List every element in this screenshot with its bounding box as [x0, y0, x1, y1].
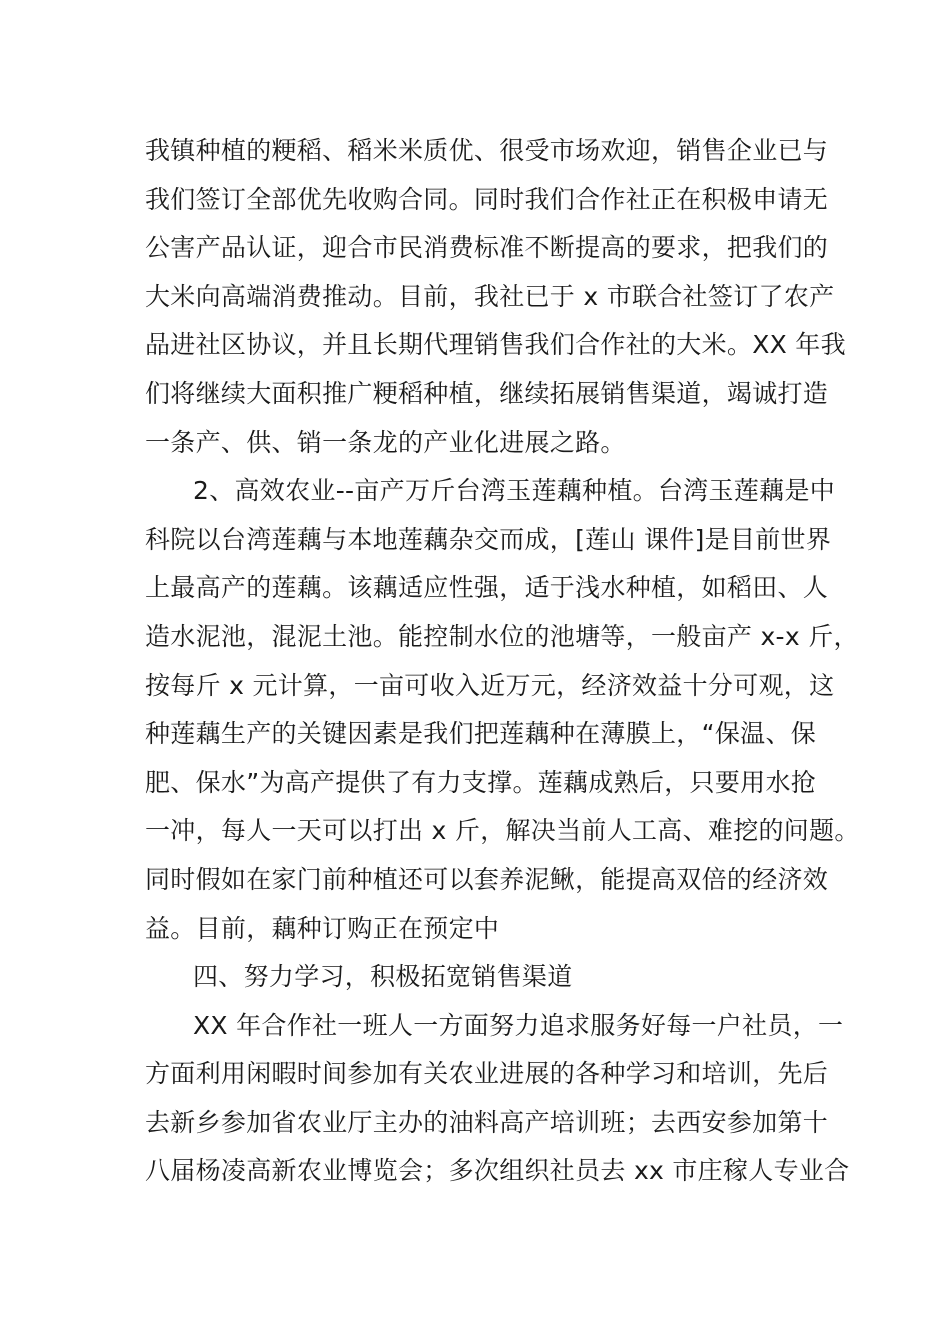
text-line: 同时假如在家门前种植还可以套养泥鳅，能提高双倍的经济效 — [145, 864, 829, 894]
text-line: 一条产、供、销一条龙的产业化进展之路。 — [145, 427, 626, 457]
text-line: 我镇种植的粳稻、稻米米质优、很受市场欢迎，销售企业已与 — [145, 136, 829, 165]
text-line: 方面利用闲暇时间参加有关农业进展的各种学习和培训，先后 — [145, 1059, 829, 1089]
text-line: 肥、保水”为高产提供了有力支撑。莲藕成熟后，只要用水抢 — [145, 767, 817, 797]
paragraph-start-line: 2、高效农业--亩产万斤台湾玉莲藕种植。台湾玉莲藕是中 — [193, 476, 836, 506]
text-line: 按每斤 x 元计算，一亩可收入近万元，经济效益十分可观，这 — [145, 670, 835, 700]
text-line: 们将继续大面积推广粳稻种植，继续拓展销售渠道，竭诚打造 — [145, 378, 829, 408]
text-line: 品进社区协议，并且长期代理销售我们合作社的大米。XX 年我 — [145, 330, 846, 360]
text-line: 去新乡参加省农业厅主办的油料高产培训班；去西安参加第十 — [145, 1107, 829, 1137]
text-line: 我们签订全部优先收购合同。同时我们合作社正在积极申请无 — [145, 184, 829, 214]
text-line: 种莲藕生产的关键因素是我们把莲藕种在薄膜上，“保温、保 — [145, 719, 817, 749]
text-line: 大米向高端消费推动。目前，我社已于 x 市联合社签订了农产 — [145, 281, 835, 311]
text-line: 八届杨凌高新农业博览会；多次组织社员去 xx 市庄稼人专业合 — [145, 1156, 850, 1186]
text-line: 科院以台湾莲藕与本地莲藕杂交而成，[莲山 课件]是目前世界 — [145, 524, 832, 554]
text-line: 益。目前，藕种订购正在预定中 — [145, 913, 500, 943]
paragraph-start-line: XX 年合作社一班人一方面努力追求服务好每一户社员，一 — [193, 1010, 844, 1040]
text-line: 一冲，每人一天可以打出 x 斤，解决当前人工高、难挖的问题。 — [145, 816, 860, 846]
body-text — [145, 127, 860, 1196]
section-heading: 四、努力学习，积极拓宽销售渠道 — [193, 962, 573, 992]
text-line: 公害产品认证，迎合市民消费标准不断提高的要求，把我们的 — [145, 233, 829, 263]
text-line: 造水泥池，混泥土池。能控制水位的池塘等，一般亩产 x-x 斤， — [145, 621, 859, 651]
text-line: 上最高产的莲藕。该藕适应性强，适于浅水种植，如稻田、人 — [145, 573, 829, 603]
